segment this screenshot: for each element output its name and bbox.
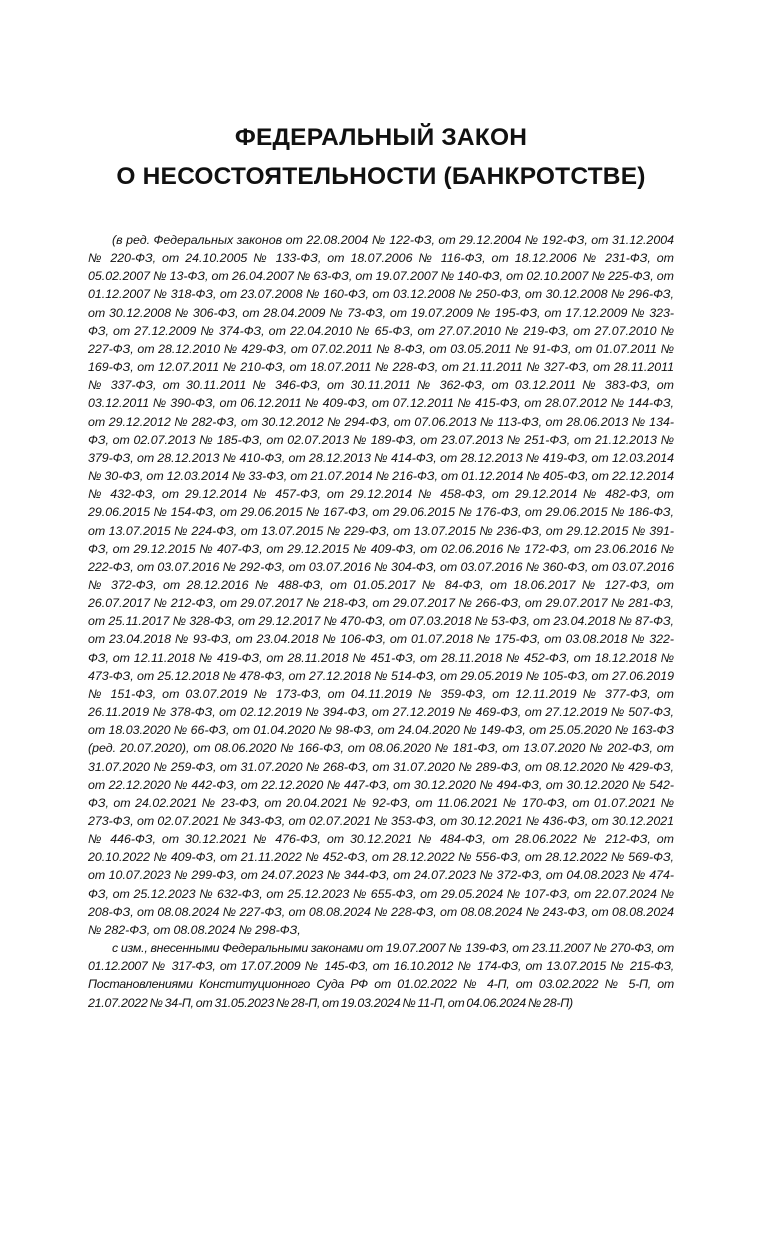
amendments-block xyxy=(88,231,674,1012)
amendments-other: с изм., внесенными Федеральными законами от 19.07.2007 № 139-ФЗ, от 23.11.2007 № 270-ФЗ, от 01.12.2007 № 317-ФЗ, от 17.07.2009 № 145-ФЗ, от 16.10.2012 № 174-ФЗ, от 13.07.2015 № 215-ФЗ, Постановлениями Конституционного Суда РФ от 01.02.2022 № 4-П, от 03.02.2022 № 5-П, от 21.07.2022 № 34-П, от 31.05.2023 № 28-П, от 19.03.2024 № 11-П, от 04.06.2024 № 28-П) xyxy=(88,941,674,1010)
title-line-1: ФЕДЕРАЛЬНЫЙ ЗАКОН xyxy=(234,124,528,151)
document-page xyxy=(88,0,674,1012)
document-title xyxy=(88,118,674,196)
title-line-2: О НЕСОСТОЯТЕЛЬНОСТИ (БАНКРОТСТВЕ) xyxy=(116,163,646,190)
amendments-federal-laws: (в ред. Федеральных законов от 22.08.2004 № 122-ФЗ, от 29.12.2004 № 192-ФЗ, от 31.12.2004 № 220-ФЗ, от 24.10.2005 № 133-ФЗ, от 18.07.2006 № 116-ФЗ, от 18.12.2006 № 231-ФЗ, от 05.02.2007 № 13-ФЗ, от 26.04.2007 № 63-ФЗ, от 19.07.2007 № 140-ФЗ, от 02.10.2007 № 225-ФЗ, от 01.12.2007 № 318-ФЗ, от 23.07.2008 № 160-ФЗ, от 03.12.2008 № 250-ФЗ, от 30.12.2008 № 296-ФЗ, от 30.12.2008 № 306-ФЗ, от 28.04.2009 № 73-ФЗ, от 19.07.2009 № 195-ФЗ, от 17.12.2009 № 323-ФЗ, от 27.12.2009 № 374-ФЗ, от 22.04.2010 № 65-ФЗ, от 27.07.2010 № 219-ФЗ, от 27.07.2010 № 227-ФЗ, от 28.12.2010 № 429-ФЗ, от 07.02.2011 № 8-ФЗ, от 03.05.2011 № 91-ФЗ, от 01.07.2011 № 169-ФЗ, от 12.07.2011 № 210-ФЗ, от 18.07.2011 № 228-ФЗ, от 21.11.2011 № 327-ФЗ, от 28.11.2011 № 337-ФЗ, от 30.11.2011 № 346-ФЗ, от 30.11.2011 № 362-ФЗ, от 03.12.2011 № 383-ФЗ, от 03.12.2011 № 390-ФЗ, от 06.12.2011 № 409-ФЗ, от 07.12.2011 № 415-ФЗ, от 28.07.2012 № 144-ФЗ, от 29.12.2012 № 282-ФЗ, от 30.12.2012 № 294-ФЗ, от 07.06.2013 № 113-ФЗ, от 28.06.2013 № 134-ФЗ, от 02.07.2013 № 185-ФЗ, от 02.07.2013 № 189-ФЗ, от 23.07.2013 № 251-ФЗ, от 21.12.2013 № 379-ФЗ, от 28.12.2013 № 410-ФЗ, от 28.12.2013 № 414-ФЗ, от 28.12.2013 № 419-ФЗ, от 12.03.2014 № 30-ФЗ, от 12.03.2014 № 33-ФЗ, от 21.07.2014 № 216-ФЗ, от 01.12.2014 № 405-ФЗ, от 22.12.2014 № 432-ФЗ, от 29.12.2014 № 457-ФЗ, от 29.12.2014 № 458-ФЗ, от 29.12.2014 № 482-ФЗ, от 29.06.2015 № 154-ФЗ, от 29.06.2015 № 167-ФЗ, от 29.06.2015 № 176-ФЗ, от 29.06.2015 № 186-ФЗ, от 13.07.2015 № 224-ФЗ, от 13.07.2015 № 229-ФЗ, от 13.07.2015 № 236-ФЗ, от 29.12.2015 № 391-ФЗ, от 29.12.2015 № 407-ФЗ, от 29.12.2015 № 409-ФЗ, от 02.06.2016 № 172-ФЗ, от 23.06.2016 № 222-ФЗ, от 03.07.2016 № 292-ФЗ, от 03.07.2016 № 304-ФЗ, от 03.07.2016 № 360-ФЗ, от 03.07.2016 № 372-ФЗ, от 28.12.2016 № 488-ФЗ, от 01.05.2017 № 84-ФЗ, от 18.06.2017 № 127-ФЗ, от 26.07.2017 № 212-ФЗ, от 29.07.2017 № 218-ФЗ, от 29.07.2017 № 266-ФЗ, от 29.07.2017 № 281-ФЗ, от 25.11.2017 № 328-ФЗ, от 29.12.2017 № 470-ФЗ, от 07.03.2018 № 53-ФЗ, от 23.04.2018 № 87-ФЗ, от 23.04.2018 № 93-ФЗ, от 23.04.2018 № 106-ФЗ, от 01.07.2018 № 175-ФЗ, от 03.08.2018 № 322-ФЗ, от 12.11.2018 № 419-ФЗ, от 28.11.2018 № 451-ФЗ, от 28.11.2018 № 452-ФЗ, от 18.12.2018 № 473-ФЗ, от 25.12.2018 № 478-ФЗ, от 27.12.2018 № 514-ФЗ, от 29.05.2019 № 105-ФЗ, от 27.06.2019 № 151-ФЗ, от 03.07.2019 № 173-ФЗ, от 04.11.2019 № 359-ФЗ, от 12.11.2019 № 377-ФЗ, от 26.11.2019 № 378-ФЗ, от 02.12.2019 № 394-ФЗ, от 27.12.2019 № 469-ФЗ, от 27.12.2019 № 507-ФЗ, от 18.03.2020 № 66-ФЗ, от 01.04.2020 № 98-ФЗ, от 24.04.2020 № 149-ФЗ, от 25.05.2020 № 163-ФЗ (ред. 20.07.2020), от 08.06.2020 № 166-ФЗ, от 08.06.2020 № 181-ФЗ, от 13.07.2020 № 202-ФЗ, от 31.07.2020 № 259-ФЗ, от 31.07.2020 № 268-ФЗ, от 31.07.2020 № 289-ФЗ, от 08.12.2020 № 429-ФЗ, от 22.12.2020 № 442-ФЗ, от 22.12.2020 № 447-ФЗ, от 30.12.2020 № 494-ФЗ, от 30.12.2020 № 542-ФЗ, от 24.02.2021 № 23-ФЗ, от 20.04.2021 № 92-ФЗ, от 11.06.2021 № 170-ФЗ, от 01.07.2021 № 273-ФЗ, от 02.07.2021 № 343-ФЗ, от 02.07.2021 № 353-ФЗ, от 30.12.2021 № 436-ФЗ, от 30.12.2021 № 446-ФЗ, от 30.12.2021 № 476-ФЗ, от 30.12.2021 № 484-ФЗ, от 28.06.2022 № 212-ФЗ, от 20.10.2022 № 409-ФЗ, от 21.11.2022 № 452-ФЗ, от 28.12.2022 № 556-ФЗ, от 28.12.2022 № 569-ФЗ, от 10.07.2023 № 299-ФЗ, от 24.07.2023 № 344-ФЗ, от 24.07.2023 № 372-ФЗ, от 04.08.2023 № 474-ФЗ, от 25.12.2023 № 632-ФЗ, от 25.12.2023 № 655-ФЗ, от 29.05.2024 № 107-ФЗ, от 22.07.2024 № 208-ФЗ, от 08.08.2024 № 227-ФЗ, от 08.08.2024 № 228-ФЗ, от 08.08.2024 № 243-ФЗ, от 08.08.2024 № 282-ФЗ, от 08.08.2024 № 298-ФЗ, xyxy=(88,233,674,937)
